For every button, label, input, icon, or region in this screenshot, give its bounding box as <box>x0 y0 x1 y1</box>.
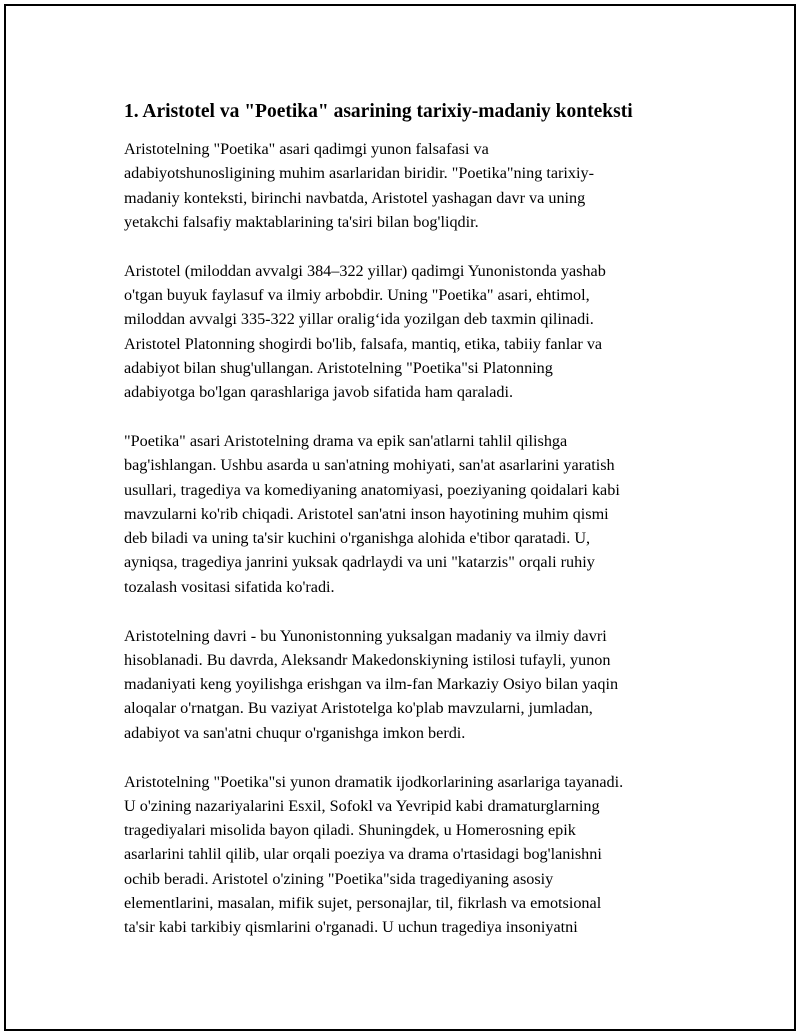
paragraph-5 <box>124 770 699 940</box>
text-line: bag'ishlangan. Ushbu asarda u san'atning mohiyati, san'at asarlarini yaratish <box>124 456 615 475</box>
text-line: tozalash vositasi sifatida ko'radi. <box>124 577 335 596</box>
text-line: aloqalar o'rnatgan. Bu vaziyat Aristotelga ko'plab mavzularni, jumladan, <box>124 699 593 718</box>
text-line: ochib beradi. Aristotel o'zining "Poetika"sida tragediyaning asosiy <box>124 869 554 888</box>
text-line: elementlarini, masalan, mifik sujet, personajlar, til, fikrlash va emotsional <box>124 894 602 913</box>
text-line: Aristotel (miloddan avvalgi 384–322 yillar) qadimgi Yunonistonda yashab <box>124 261 606 280</box>
text-line: o'tgan buyuk faylasuf va ilmiy arbobdir. Uning "Poetika" asari, ehtimol, <box>124 285 590 304</box>
text-line: Aristotel Platonning shogirdi bo'lib, falsafa, mantiq, etika, tabiiy fanlar va <box>124 334 603 353</box>
text-line: deb biladi va uning ta'sir kuchini o'rganishga alohida e'tibor qaratadi. U, <box>124 529 591 548</box>
text-line: U o'zining nazariyalarini Esxil, Sofokl va Yevripid kabi dramaturglarning <box>124 796 600 815</box>
text-line: miloddan avvalgi 335-322 yillar oralig‘ida yozilgan deb taxmin qilinadi. <box>124 310 594 329</box>
text-line: hisoblanadi. Bu davrda, Aleksandr Makedonskiyning istilosi tufayli, yunon <box>124 650 611 669</box>
text-line: asarlarini tahlil qilib, ular orqali poeziya va drama o'rtasidagi bog'lanishni <box>124 845 602 864</box>
text-line: Aristotelning "Poetika"si yunon dramatik ijodkorlarining asarlariga tayanadi. <box>124 772 624 791</box>
text-line: adabiyot bilan shug'ullangan. Aristotelning "Poetika"si Platonning <box>124 358 553 377</box>
text-line: "Poetika" asari Aristotelning drama va epik san'atlarni tahlil qilishga <box>124 431 568 450</box>
text-line: Aristotelning davri - bu Yunonistonning yuksalgan madaniy va ilmiy davri <box>124 626 607 645</box>
text-line: yetakchi falsafiy maktablarining ta'siri bilan bog'liqdir. <box>124 212 479 231</box>
text-line: ta'sir kabi tarkibiy qismlarini o'rganadi. U uchun tragediya insoniyatni <box>124 918 578 937</box>
text-line: madaniyati keng yoyilishga erishgan va ilm-fan Markaziy Osiyo bilan yaqin <box>124 675 619 694</box>
text-line: tragediyalari misolida bayon qiladi. Shuningdek, u Homerosning epik <box>124 821 576 840</box>
section-heading: 1. Aristotel va "Poetika" asarining tarixiy-madaniy konteksti <box>124 101 633 122</box>
text-line: mavzularni ko'rib chiqadi. Aristotel san'atni inson hayotining muhim qismi <box>124 504 609 523</box>
paragraph-3 <box>124 429 699 599</box>
text-line: ayniqsa, tragediya janrini yuksak qadrlaydi va uni "katarzis" orqali ruhiy <box>124 553 595 572</box>
paragraph-4 <box>124 624 699 745</box>
paragraph-2 <box>124 259 699 405</box>
text-line: Aristotelning "Poetika" asari qadimgi yunon falsafasi va <box>124 140 489 158</box>
page-frame <box>4 4 796 1031</box>
text-line: madaniy konteksti, birinchi navbatda, Aristotel yashagan davr va uning <box>124 188 586 207</box>
text-line: adabiyotshunosligining muhim asarlaridan biridir. "Poetika"ning tarixiy- <box>124 164 594 183</box>
text-line: adabiyotga bo'lgan qarashlariga javob sifatida ham qaraladi. <box>124 383 514 402</box>
document-body <box>124 98 699 964</box>
text-line: usullari, tragediya va komediyaning anatomiyasi, poeziyaning qoidalari kabi <box>124 480 620 499</box>
paragraph-1 <box>124 137 699 234</box>
text-line: adabiyot va san'atni chuqur o'rganishga imkon berdi. <box>124 723 466 742</box>
